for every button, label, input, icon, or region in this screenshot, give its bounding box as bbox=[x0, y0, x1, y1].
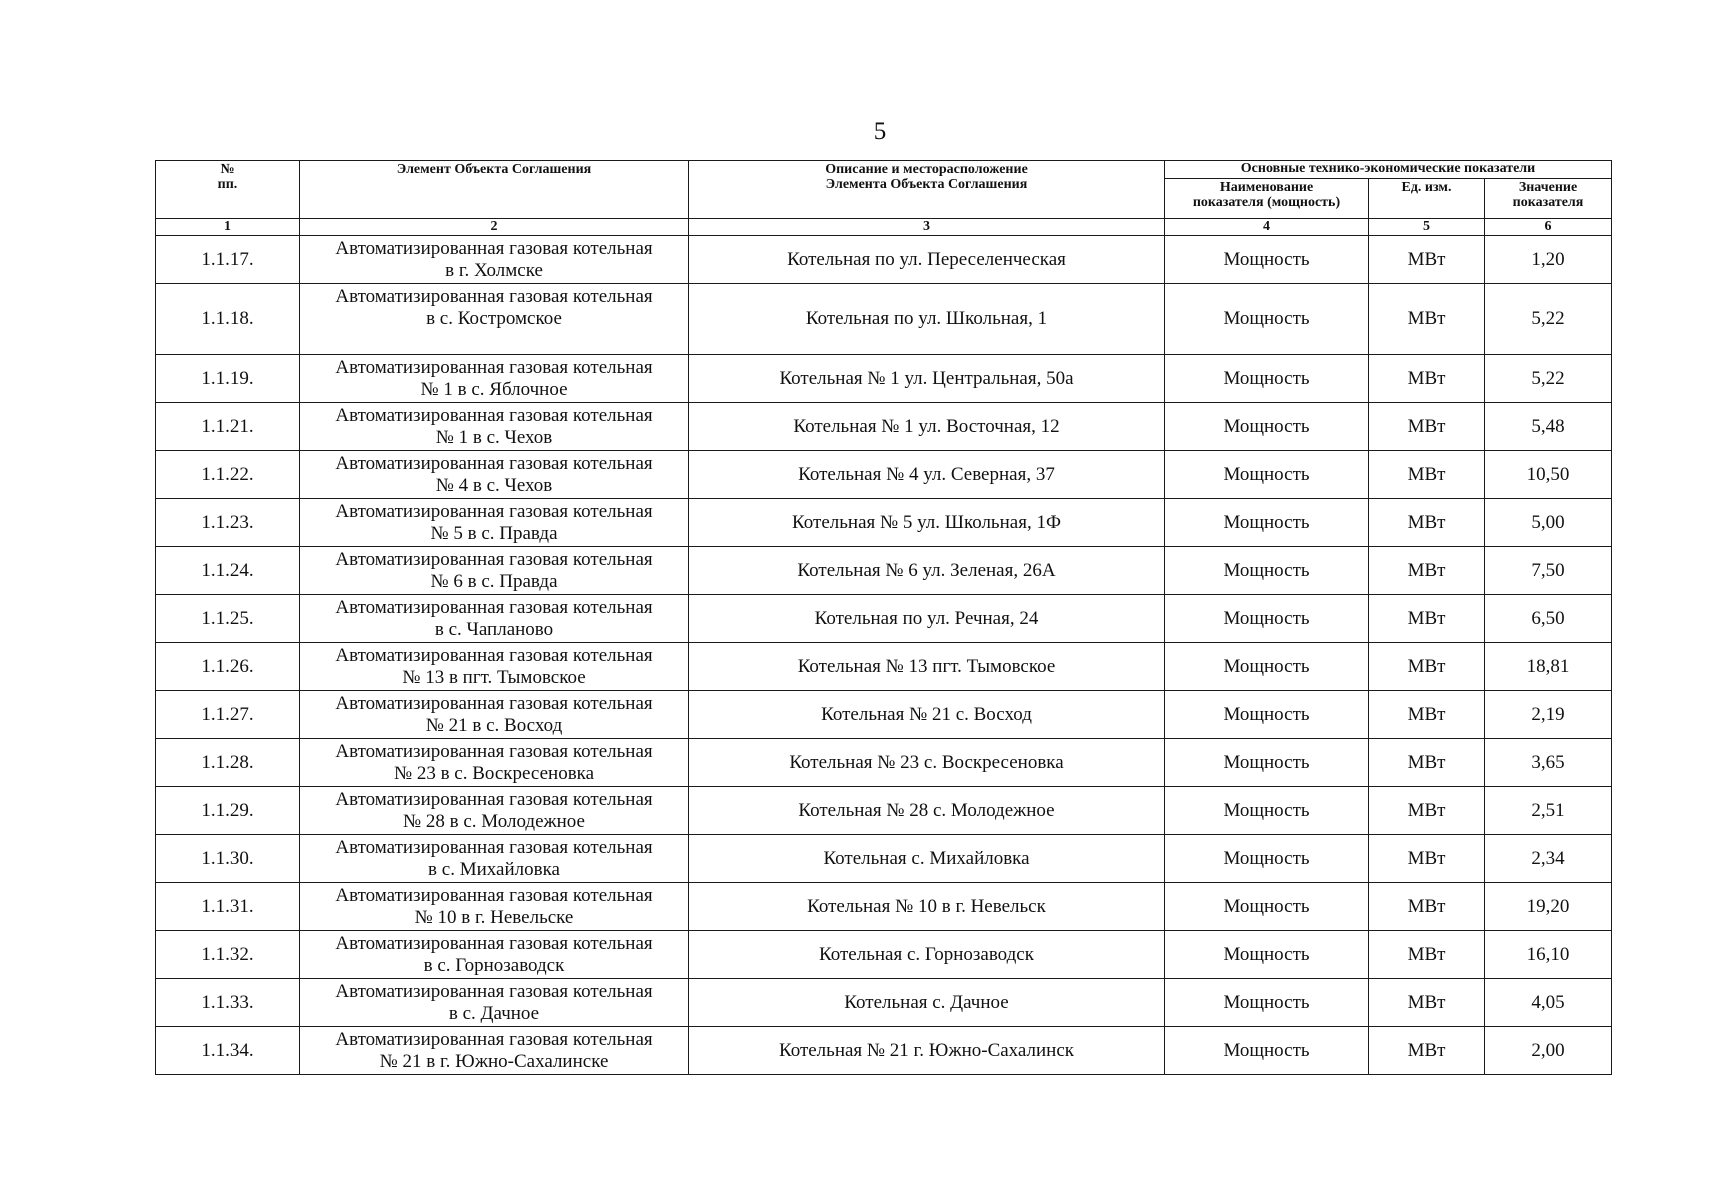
unit: МВт bbox=[1369, 284, 1485, 355]
row-number: 1.1.17. bbox=[156, 236, 300, 284]
element-description: Котельная № 10 в г. Невельск bbox=[689, 883, 1165, 931]
indicator-value: 10,50 bbox=[1485, 451, 1612, 499]
indicator-value: 6,50 bbox=[1485, 595, 1612, 643]
row-number: 1.1.24. bbox=[156, 547, 300, 595]
table-row bbox=[156, 643, 1612, 691]
unit: МВт bbox=[1369, 499, 1485, 547]
element-description: Котельная с. Дачное bbox=[689, 979, 1165, 1027]
row-number: 1.1.18. bbox=[156, 284, 300, 355]
indicator-value: 5,48 bbox=[1485, 403, 1612, 451]
indicator-name: Мощность bbox=[1165, 883, 1369, 931]
indicator-name: Мощность bbox=[1165, 835, 1369, 883]
element-description: Котельная № 23 с. Воскресеновка bbox=[689, 739, 1165, 787]
indicator-name: Мощность bbox=[1165, 787, 1369, 835]
element-description: Котельная № 1 ул. Восточная, 12 bbox=[689, 403, 1165, 451]
indicator-value: 5,22 bbox=[1485, 284, 1612, 355]
column-number: 3 bbox=[689, 219, 1165, 236]
element-description: Котельная с. Горнозаводск bbox=[689, 931, 1165, 979]
element-name: Автоматизированная газовая котельная № 1 в с. Чехов bbox=[300, 403, 689, 451]
element-name: Автоматизированная газовая котельная в с. Дачное bbox=[300, 979, 689, 1027]
element-name: Автоматизированная газовая котельная № 28 в с. Молодежное bbox=[300, 787, 689, 835]
row-number: 1.1.28. bbox=[156, 739, 300, 787]
indicator-name: Мощность bbox=[1165, 403, 1369, 451]
row-number: 1.1.25. bbox=[156, 595, 300, 643]
table-row bbox=[156, 931, 1612, 979]
page-number: 5 bbox=[873, 118, 887, 145]
unit: МВт bbox=[1369, 355, 1485, 403]
table-row bbox=[156, 284, 1612, 355]
column-number: 1 bbox=[156, 219, 300, 236]
indicator-value: 2,00 bbox=[1485, 1027, 1612, 1075]
table-row bbox=[156, 403, 1612, 451]
unit: МВт bbox=[1369, 236, 1485, 284]
element-name: Автоматизированная газовая котельная № 21 в с. Восход bbox=[300, 691, 689, 739]
indicator-name: Мощность bbox=[1165, 643, 1369, 691]
table-row bbox=[156, 691, 1612, 739]
table-row bbox=[156, 1027, 1612, 1075]
table-row bbox=[156, 883, 1612, 931]
row-number: 1.1.27. bbox=[156, 691, 300, 739]
unit: МВт bbox=[1369, 979, 1485, 1027]
unit: МВт bbox=[1369, 403, 1485, 451]
element-description: Котельная № 4 ул. Северная, 37 bbox=[689, 451, 1165, 499]
row-number: 1.1.19. bbox=[156, 355, 300, 403]
indicator-value: 4,05 bbox=[1485, 979, 1612, 1027]
table-row bbox=[156, 547, 1612, 595]
unit: МВт bbox=[1369, 1027, 1485, 1075]
unit: МВт bbox=[1369, 835, 1485, 883]
header-indicator-name: Наименование показателя (мощность) bbox=[1165, 179, 1369, 219]
table-row bbox=[156, 787, 1612, 835]
element-description: Котельная № 6 ул. Зеленая, 26А bbox=[689, 547, 1165, 595]
indicator-value: 19,20 bbox=[1485, 883, 1612, 931]
element-name: Автоматизированная газовая котельная № 6 в с. Правда bbox=[300, 547, 689, 595]
indicator-name: Мощность bbox=[1165, 691, 1369, 739]
indicator-name: Мощность bbox=[1165, 499, 1369, 547]
element-name: Автоматизированная газовая котельная № 4 в с. Чехов bbox=[300, 451, 689, 499]
element-name: Автоматизированная газовая котельная в с. Чапланово bbox=[300, 595, 689, 643]
indicator-value: 2,34 bbox=[1485, 835, 1612, 883]
unit: МВт bbox=[1369, 595, 1485, 643]
element-name: Автоматизированная газовая котельная № 21 в г. Южно-Сахалинске bbox=[300, 1027, 689, 1075]
indicator-name: Мощность bbox=[1165, 355, 1369, 403]
indicator-name: Мощность bbox=[1165, 595, 1369, 643]
unit: МВт bbox=[1369, 931, 1485, 979]
indicator-name: Мощность bbox=[1165, 979, 1369, 1027]
header-indicators-group: Основные технико-экономические показатели bbox=[1165, 161, 1612, 179]
table-row bbox=[156, 835, 1612, 883]
indicator-name: Мощность bbox=[1165, 547, 1369, 595]
column-number: 2 bbox=[300, 219, 689, 236]
element-name: Автоматизированная газовая котельная в с. Михайловка bbox=[300, 835, 689, 883]
unit: МВт bbox=[1369, 787, 1485, 835]
unit: МВт bbox=[1369, 883, 1485, 931]
table-row bbox=[156, 979, 1612, 1027]
indicator-name: Мощность bbox=[1165, 284, 1369, 355]
column-number-row bbox=[156, 219, 1612, 236]
header-value: Значение показателя bbox=[1485, 179, 1612, 219]
unit: МВт bbox=[1369, 691, 1485, 739]
header-unit: Ед. изм. bbox=[1369, 179, 1485, 219]
indicator-value: 18,81 bbox=[1485, 643, 1612, 691]
row-number: 1.1.22. bbox=[156, 451, 300, 499]
table-body bbox=[156, 236, 1612, 1075]
row-number: 1.1.34. bbox=[156, 1027, 300, 1075]
column-number: 5 bbox=[1369, 219, 1485, 236]
row-number: 1.1.23. bbox=[156, 499, 300, 547]
row-number: 1.1.32. bbox=[156, 931, 300, 979]
element-description: Котельная № 21 г. Южно-Сахалинск bbox=[689, 1027, 1165, 1075]
element-name: Автоматизированная газовая котельная № 13 в пгт. Тымовское bbox=[300, 643, 689, 691]
header-num: № пп. bbox=[156, 161, 300, 219]
row-number: 1.1.21. bbox=[156, 403, 300, 451]
header-description: Описание и месторасположение Элемента Объекта Соглашения bbox=[689, 161, 1165, 219]
indicator-value: 2,19 bbox=[1485, 691, 1612, 739]
row-number: 1.1.30. bbox=[156, 835, 300, 883]
indicator-value: 2,51 bbox=[1485, 787, 1612, 835]
indicator-value: 3,65 bbox=[1485, 739, 1612, 787]
header-element: Элемент Объекта Соглашения bbox=[300, 161, 689, 219]
element-name: Автоматизированная газовая котельная № 23 в с. Воскресеновка bbox=[300, 739, 689, 787]
indicator-name: Мощность bbox=[1165, 931, 1369, 979]
unit: МВт bbox=[1369, 451, 1485, 499]
element-description: Котельная № 13 пгт. Тымовское bbox=[689, 643, 1165, 691]
row-number: 1.1.31. bbox=[156, 883, 300, 931]
element-name: Автоматизированная газовая котельная в г. Холмске bbox=[300, 236, 689, 284]
unit: МВт bbox=[1369, 643, 1485, 691]
indicator-value: 5,00 bbox=[1485, 499, 1612, 547]
element-description: Котельная по ул. Речная, 24 bbox=[689, 595, 1165, 643]
row-number: 1.1.26. bbox=[156, 643, 300, 691]
indicator-value: 5,22 bbox=[1485, 355, 1612, 403]
element-description: Котельная по ул. Школьная, 1 bbox=[689, 284, 1165, 355]
table-row bbox=[156, 499, 1612, 547]
element-name: Автоматизированная газовая котельная в с. Костромское bbox=[300, 284, 689, 355]
indicator-value: 7,50 bbox=[1485, 547, 1612, 595]
indicator-name: Мощность bbox=[1165, 1027, 1369, 1075]
element-description: Котельная № 28 с. Молодежное bbox=[689, 787, 1165, 835]
element-name: Автоматизированная газовая котельная № 5 в с. Правда bbox=[300, 499, 689, 547]
element-description: Котельная с. Михайловка bbox=[689, 835, 1165, 883]
element-name: Автоматизированная газовая котельная в с. Горнозаводск bbox=[300, 931, 689, 979]
unit: МВт bbox=[1369, 547, 1485, 595]
element-name: Автоматизированная газовая котельная № 10 в г. Невельске bbox=[300, 883, 689, 931]
element-description: Котельная № 21 с. Восход bbox=[689, 691, 1165, 739]
indicator-value: 1,20 bbox=[1485, 236, 1612, 284]
column-number: 4 bbox=[1165, 219, 1369, 236]
indicator-value: 16,10 bbox=[1485, 931, 1612, 979]
unit: МВт bbox=[1369, 739, 1485, 787]
element-name: Автоматизированная газовая котельная № 1 в с. Яблочное bbox=[300, 355, 689, 403]
table-row bbox=[156, 451, 1612, 499]
element-description: Котельная по ул. Переселенческая bbox=[689, 236, 1165, 284]
table-row bbox=[156, 595, 1612, 643]
element-description: Котельная № 1 ул. Центральная, 50а bbox=[689, 355, 1165, 403]
row-number: 1.1.33. bbox=[156, 979, 300, 1027]
indicator-name: Мощность bbox=[1165, 739, 1369, 787]
row-number: 1.1.29. bbox=[156, 787, 300, 835]
table-row bbox=[156, 355, 1612, 403]
column-number: 6 bbox=[1485, 219, 1612, 236]
facilities-table bbox=[155, 160, 1612, 1075]
indicator-name: Мощность bbox=[1165, 451, 1369, 499]
table-row bbox=[156, 739, 1612, 787]
element-description: Котельная № 5 ул. Школьная, 1Ф bbox=[689, 499, 1165, 547]
indicator-name: Мощность bbox=[1165, 236, 1369, 284]
table-row bbox=[156, 236, 1612, 284]
